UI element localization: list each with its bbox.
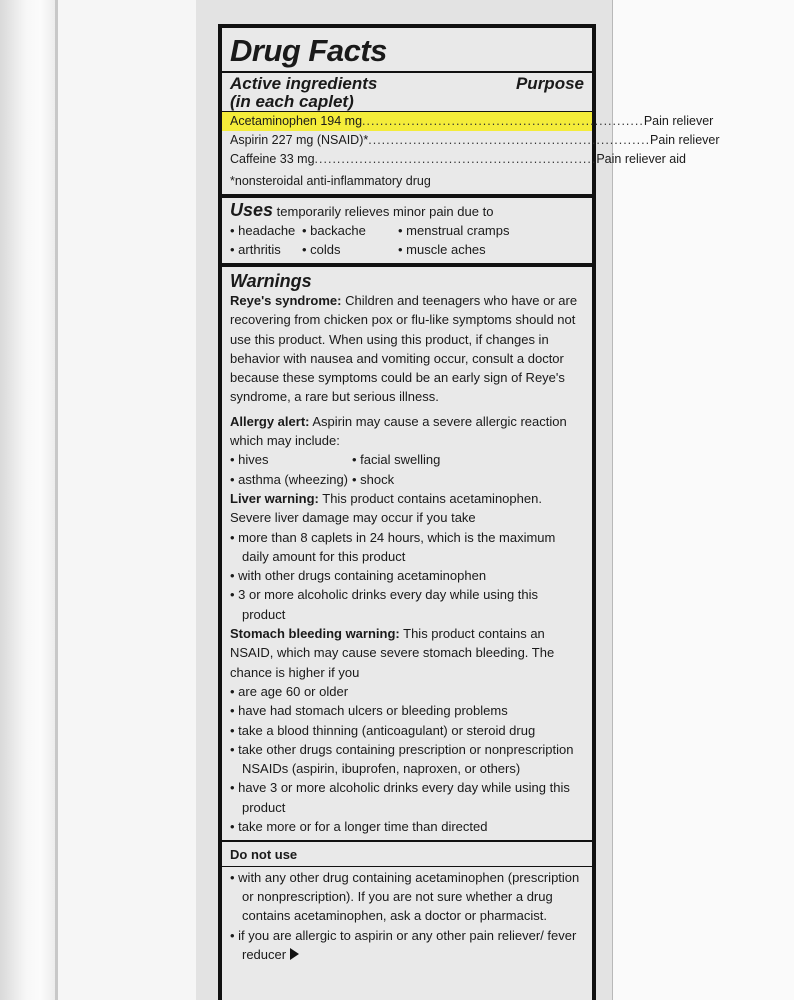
- active-ingredients-header: [228, 73, 586, 111]
- list-item: • hives: [230, 452, 269, 468]
- active-heading-line2: (in each caplet): [230, 92, 354, 111]
- list-item: • have had stomach ulcers or bleeding problems: [230, 703, 508, 719]
- dot-leader: ...............................................................: [362, 114, 644, 128]
- list-item: • headache: [230, 223, 296, 238]
- list-item: • shock: [352, 471, 395, 487]
- box-left-side: [0, 0, 58, 1000]
- drug-facts-title: Drug Facts: [230, 33, 387, 68]
- active-ingredients-heading: [230, 75, 377, 111]
- list-item: • take a blood thinning (anticoagulant) or steroid drug: [230, 722, 536, 738]
- list-item: • muscle aches: [398, 242, 486, 257]
- ingredient-name: Acetaminophen 194 mg: [230, 114, 363, 128]
- ingredient-row: [228, 150, 686, 169]
- list-item: • arthritis: [230, 242, 281, 257]
- ingredient-purpose: Pain reliever: [643, 114, 714, 128]
- uses-heading: Uses: [230, 200, 274, 220]
- ingredient-row: [228, 131, 720, 150]
- list-item: • asthma (wheezing): [230, 471, 348, 487]
- allergy-list: [230, 450, 584, 489]
- allergy-alert: Allergy alert: Aspirin may cause a severe allergic reaction which may include:: [230, 413, 567, 449]
- list-item: • have 3 or more alcoholic drinks every day while using this product: [230, 780, 570, 815]
- list-item: • with any other drug containing acetaminophen (prescription or nonprescription). If you are not sure whether a drug contains acetaminophen, ask a doctor or pharmacist.: [230, 869, 580, 924]
- do-not-use-section: [228, 842, 586, 967]
- active-heading-line1: Active ingredients: [230, 74, 378, 93]
- ingredient-purpose: Pain reliever: [650, 133, 720, 147]
- list-item: • 3 or more alcoholic drinks every day while using this product: [230, 587, 539, 622]
- do-not-use-heading: Do not use: [230, 847, 298, 863]
- ingredient-purpose: Pain reliever aid: [596, 152, 686, 166]
- list-item: • colds: [302, 242, 341, 257]
- list-item: • facial swelling: [352, 452, 441, 468]
- warnings-section: [228, 267, 586, 836]
- dot-leader: ...............................................................: [368, 133, 651, 147]
- list-item: • more than 8 caplets in 24 hours, which is the maximum daily amount for this product: [230, 529, 556, 564]
- list-item: • menstrual cramps: [398, 223, 510, 238]
- box-edge: [55, 0, 58, 1000]
- list-item: • are age 60 or older: [230, 683, 349, 699]
- ingredient-name: Caffeine 33 mg: [230, 152, 315, 166]
- ingredient-row: [222, 112, 714, 131]
- dot-leader: ...............................................................: [314, 152, 597, 166]
- list-item: • with other drugs containing acetaminophen: [230, 568, 487, 584]
- list-item: • take other drugs containing prescription or nonprescription NSAIDs (aspirin, ibuprofen, naproxen, or others): [230, 741, 574, 777]
- continue-arrow-icon: [290, 948, 299, 960]
- uses-list: [230, 221, 584, 259]
- uses-section: [228, 198, 586, 263]
- uses-intro: temporarily relieves minor pain due to: [276, 204, 494, 219]
- list-item: • backache: [302, 223, 366, 238]
- list-item: • take more or for a longer time than directed: [230, 819, 488, 835]
- drug-facts-box: [218, 24, 720, 1000]
- reye-warning: Reye's syndrome: Children and teenagers who have or are recovering from chicken pox or flu-like symptoms should not use this product. When using this product, if changes in behavior with nausea and vomiting occur, consult a doctor because these symptoms could be an early sign of Reye's syndrome, a rare but serious illness.: [230, 293, 578, 405]
- purpose-heading: Purpose: [515, 74, 584, 93]
- warnings-heading: Warnings: [230, 271, 312, 291]
- liver-warning: Liver warning: This product contains acetaminophen. Severe liver damage may occur if you take: [230, 490, 542, 526]
- ingredient-name: Aspirin 227 mg (NSAID)*: [230, 133, 369, 147]
- ingredient-footnote: *nonsteroidal anti-inflammatory drug: [230, 174, 431, 188]
- list-item: • if you are allergic to aspirin or any other pain reliever/ fever reducer: [230, 927, 577, 962]
- divider: [222, 866, 592, 867]
- stomach-warning: Stomach bleeding warning: This product contains an NSAID, which may cause severe stomach bleeding. The chance is higher if you: [230, 626, 555, 680]
